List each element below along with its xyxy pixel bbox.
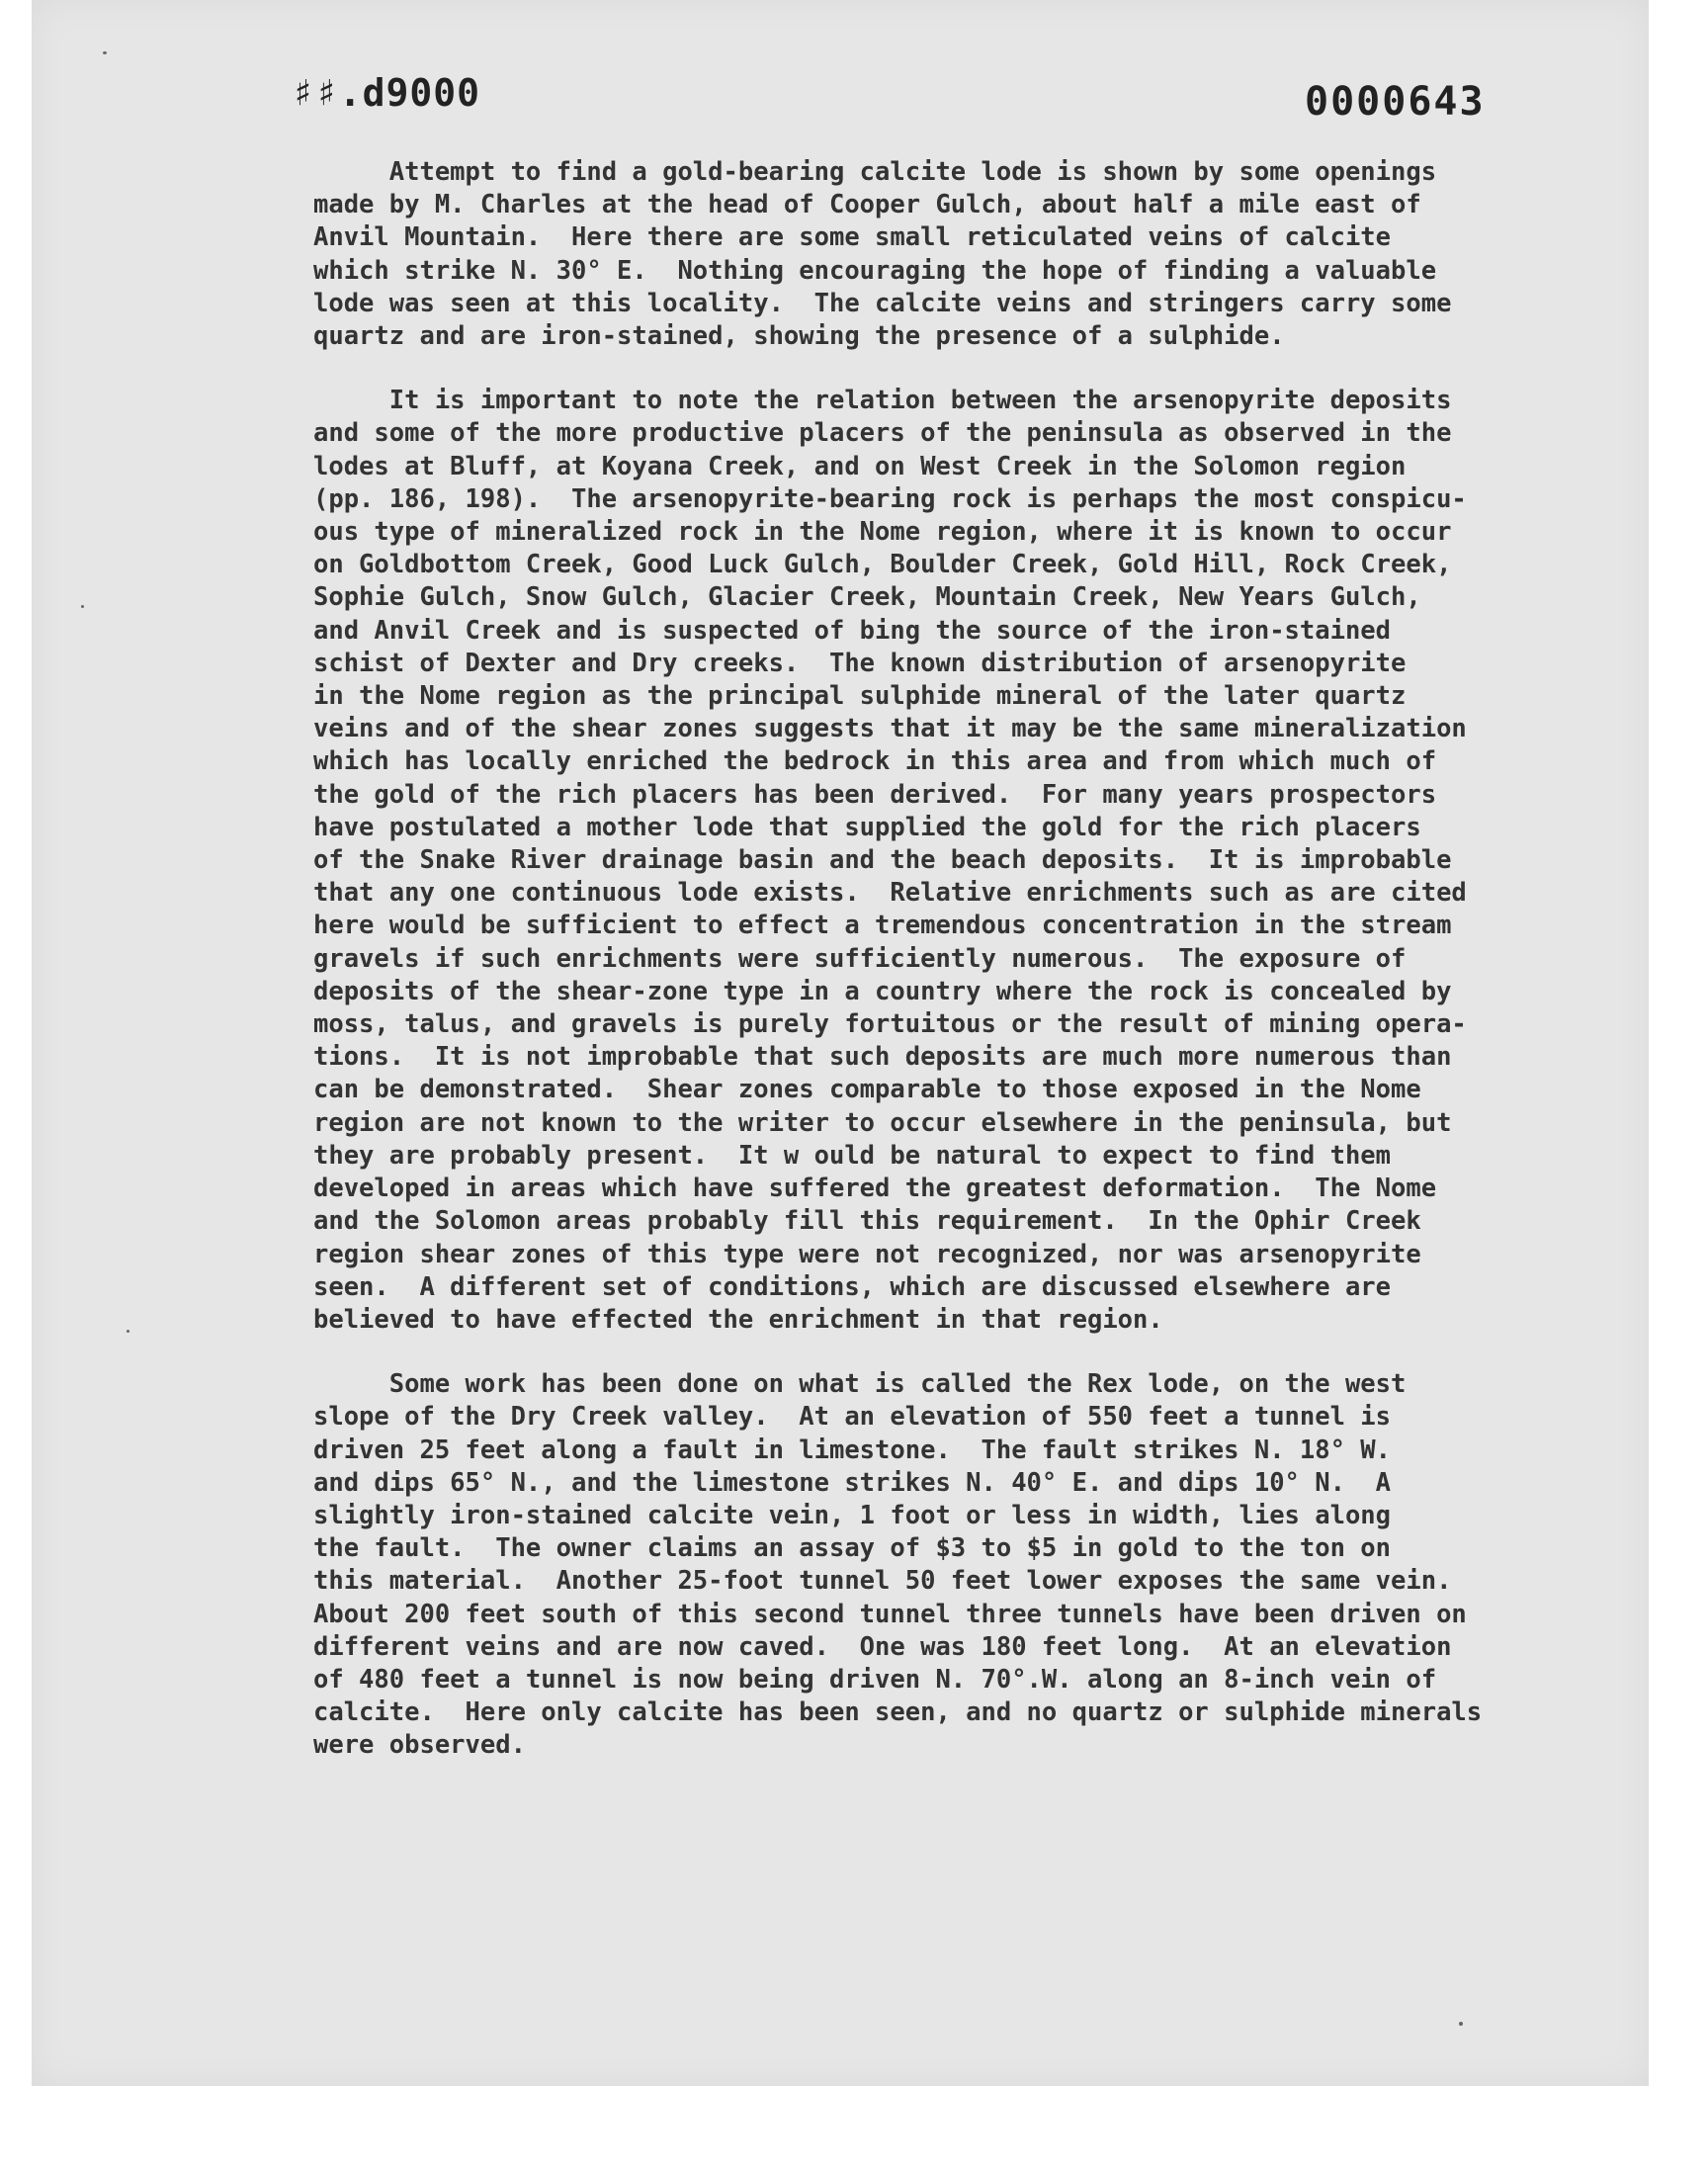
text-line: tions. It is not improbable that such deposits are much more numerous than bbox=[313, 1042, 1452, 1073]
text-line: made by M. Charles at the head of Cooper Gulch, about half a mile east of bbox=[313, 190, 1421, 220]
text-line: which strike N. 30° E. Nothing encouraging the hope of finding a valuable bbox=[313, 255, 1437, 286]
text-line: which has locally enriched the bedrock in this area and from which much of bbox=[313, 746, 1437, 777]
text-line: of the Snake River drainage basin and the beach deposits. It is improbable bbox=[313, 845, 1452, 876]
text-line: believed to have effected the enrichment in that region. bbox=[313, 1304, 1163, 1335]
text-line: have postulated a mother lode that supplied the gold for the rich placers bbox=[313, 812, 1421, 842]
text-line: seen. A different set of conditions, which are discussed elsewhere are bbox=[313, 1271, 1392, 1302]
text-line: the gold of the rich placers has been derived. For many years prospectors bbox=[313, 779, 1437, 810]
text-line: in the Nome region as the principal sulphide mineral of the later quartz bbox=[313, 681, 1407, 712]
document-body bbox=[313, 156, 1579, 1794]
text-line: moss, talus, and gravels is purely fortuitous or the result of mining opera- bbox=[313, 1009, 1467, 1040]
text-line: Anvil Mountain. Here there are some small reticulated veins of calcite bbox=[313, 222, 1392, 253]
text-line: It is important to note the relation between the arsenopyrite deposits bbox=[313, 386, 1452, 416]
text-line: that any one continuous lode exists. Relative enrichments such as are cited bbox=[313, 878, 1467, 909]
text-line: on Goldbottom Creek, Good Luck Gulch, Boulder Creek, Gold Hill, Rock Creek, bbox=[313, 550, 1452, 580]
text-line: schist of Dexter and Dry creeks. The known distribution of arsenopyrite bbox=[313, 648, 1407, 678]
document-page bbox=[32, 0, 1649, 2086]
scan-speck bbox=[127, 1330, 129, 1333]
text-line: driven 25 feet along a fault in limestone. The fault strikes N. 18° W. bbox=[313, 1435, 1392, 1465]
text-line: the fault. The owner claims an assay of $3 to $5 in gold to the ton on bbox=[313, 1533, 1392, 1564]
text-line: gravels if such enrichments were sufficiently numerous. The exposure of bbox=[313, 943, 1407, 974]
text-line: this material. Another 25-foot tunnel 50 feet lower exposes the same vein. bbox=[313, 1566, 1452, 1597]
scan-speck bbox=[81, 605, 84, 608]
text-line: developed in areas which have suffered the greatest deformation. The Nome bbox=[313, 1174, 1437, 1204]
text-line: here would be sufficient to effect a tremendous concentration in the stream bbox=[313, 911, 1452, 941]
text-line: and Anvil Creek and is suspected of bing the source of the iron-stained bbox=[313, 615, 1392, 646]
text-line: Sophie Gulch, Snow Gulch, Glacier Creek, Mountain Creek, New Years Gulch, bbox=[313, 582, 1421, 613]
text-line: (pp. 186, 198). The arsenopyrite-bearing rock is perhaps the most conspicu- bbox=[313, 483, 1467, 514]
page-number: 0000643 bbox=[1305, 79, 1486, 125]
scan-speck bbox=[1459, 2022, 1463, 2026]
paragraph bbox=[313, 156, 1579, 353]
text-line: region shear zones of this type were not recognized, nor was arsenopyrite bbox=[313, 1239, 1421, 1269]
paragraph bbox=[313, 1368, 1579, 1762]
text-line: region are not known to the writer to occur elsewhere in the peninsula, but bbox=[313, 1107, 1452, 1138]
text-line: deposits of the shear-zone type in a country where the rock is concealed by bbox=[313, 976, 1452, 1006]
scan-speck bbox=[103, 51, 107, 54]
text-line: and some of the more productive placers of the peninsula as observed in the bbox=[313, 418, 1452, 449]
text-line: were observed. bbox=[313, 1730, 526, 1761]
text-line: can be demonstrated. Shear zones comparable to those exposed in the Nome bbox=[313, 1075, 1421, 1105]
text-line: of 480 feet a tunnel is now being driven N. 70°.W. along an 8-inch vein of bbox=[313, 1664, 1437, 1695]
text-line: slope of the Dry Creek valley. At an elevation of 550 feet a tunnel is bbox=[313, 1402, 1392, 1433]
text-line: lode was seen at this locality. The calcite veins and stringers carry some bbox=[313, 288, 1452, 318]
text-line: and dips 65° N., and the limestone strikes N. 40° E. and dips 10° N. A bbox=[313, 1467, 1392, 1498]
text-line: ous type of mineralized rock in the Nome region, where it is known to occur bbox=[313, 517, 1452, 548]
text-line: quartz and are iron-stained, showing the presence of a sulphide. bbox=[313, 321, 1285, 352]
text-line: and the Solomon areas probably fill this requirement. In the Ophir Creek bbox=[313, 1206, 1421, 1237]
text-line: they are probably present. It w ould be natural to expect to find them bbox=[313, 1140, 1392, 1171]
text-line: Attempt to find a gold-bearing calcite lode is shown by some openings bbox=[313, 157, 1437, 187]
text-line: veins and of the shear zones suggests that it may be the same mineralization bbox=[313, 714, 1467, 744]
text-line: slightly iron-stained calcite vein, 1 foot or less in width, lies along bbox=[313, 1500, 1392, 1530]
text-line: About 200 feet south of this second tunnel three tunnels have been driven on bbox=[313, 1599, 1467, 1629]
text-line: Some work has been done on what is called the Rex lode, on the west bbox=[313, 1369, 1407, 1400]
file-mark: ♯♯.d9000 bbox=[292, 71, 481, 115]
text-line: calcite. Here only calcite has been seen, and no quartz or sulphide minerals bbox=[313, 1697, 1483, 1728]
paragraph bbox=[313, 385, 1579, 1337]
text-line: lodes at Bluff, at Koyana Creek, and on West Creek in the Solomon region bbox=[313, 451, 1407, 481]
text-line: different veins and are now caved. One was 180 feet long. At an elevation bbox=[313, 1631, 1452, 1662]
